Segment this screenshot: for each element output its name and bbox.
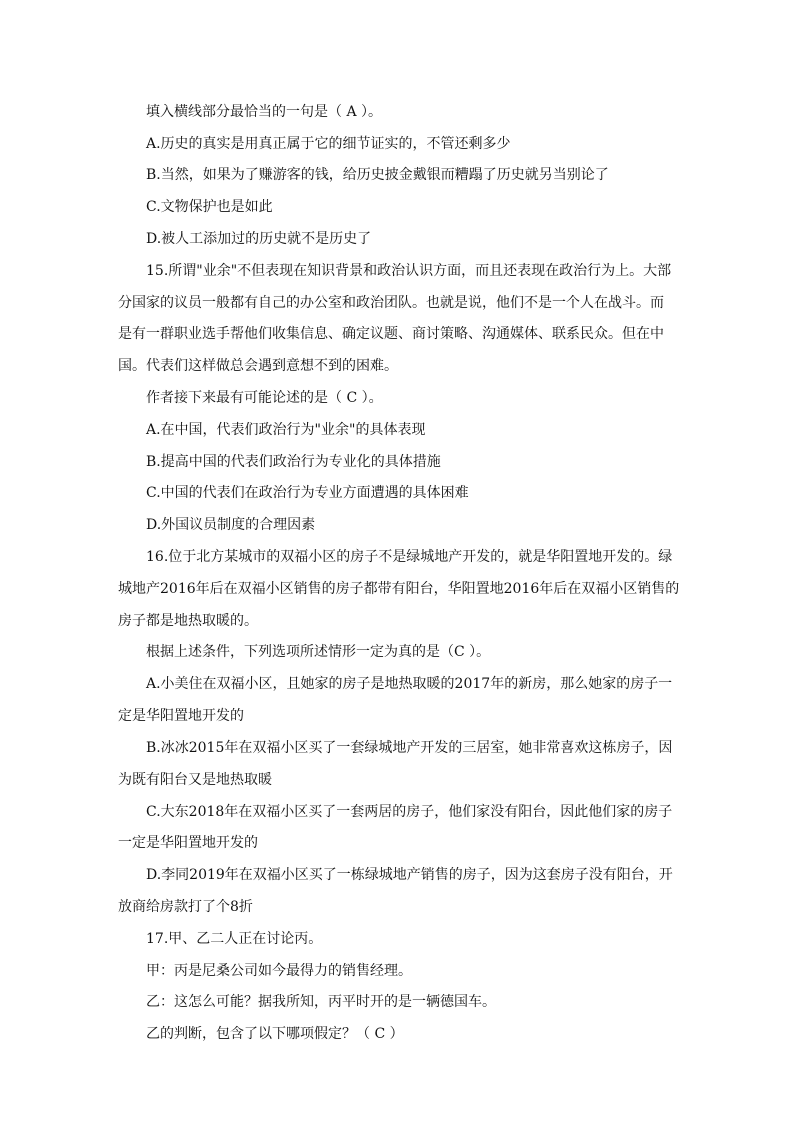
question-15-text: 分国家的议员一般都有自己的办公室和政治团队。也就是说，他们不是一个人在战斗。而 (118, 295, 664, 311)
option-d: D.李同2019年在双福小区买了一栋绿城地产销售的房子，因为这套房子没有阳台，开 (146, 867, 673, 883)
dialogue-line-yi: 乙：这怎么可能？据我所知，丙平时开的是一辆德国车。 (146, 994, 496, 1010)
question-15-text: 15.所谓"业余"不但表现在知识背景和政治认识方面，而且还表现在政治行为上。大部 (146, 263, 672, 279)
option-c: 一定是华阳置地开发的 (118, 835, 258, 851)
option-b: 为既有阳台又是地热取暖 (118, 772, 272, 788)
option-d: 放商给房款打了个8折 (118, 899, 253, 915)
option-a: A.小美住在双福小区，且她家的房子是地热取暖的2017年的新房，那么她家的房子一 (146, 676, 673, 692)
option-a: 定是华阳置地开发的 (118, 708, 244, 724)
option-c: C.中国的代表们在政治行为专业方面遭遇的具体困难 (146, 485, 469, 501)
question-16-text: 房子都是地热取暖的。 (118, 613, 258, 629)
question-prompt: 乙的判断，包含了以下哪项假定？（ C ） (146, 1026, 404, 1042)
option-b: B.冰冰2015年在双福小区买了一套绿城地产开发的三居室，她非常喜欢这栋房子，因 (146, 740, 673, 756)
question-17-text: 17.甲、乙二人正在讨论丙。 (146, 931, 323, 947)
question-15-text: 国。代表们这样做总会遇到意想不到的困难。 (118, 358, 398, 374)
option-c: C.文物保护也是如此 (146, 199, 273, 215)
question-prompt: 根据上述条件，下列选项所述情形一定为真的是（C ）。 (146, 644, 491, 660)
option-d: D.外国议员制度的合理因素 (146, 517, 316, 533)
dialogue-line-jia: 甲：丙是尼桑公司如今最得力的销售经理。 (146, 963, 412, 979)
question-prompt: 作者接下来最有可能论述的是（ C ）。 (146, 390, 383, 406)
option-a: A.在中国，代表们政治行为"业余"的具体表现 (146, 422, 426, 438)
option-c: C.大东2018年在双福小区买了一套两居的房子，他们家没有阳台，因此他们家的房子 (146, 804, 673, 820)
option-d: D.被人工添加过的历史就不是历史了 (146, 231, 372, 247)
question-16-text: 城地产2016年后在双福小区销售的房子都带有阳台，华阳置地2016年后在双福小区销售的 (118, 581, 680, 597)
option-b: B.提高中国的代表们政治行为专业化的具体措施 (146, 454, 441, 470)
question-16-text: 16.位于北方某城市的双福小区的房子不是绿城地产开发的，就是华阳置地开发的。绿 (146, 549, 673, 565)
question-15-text: 是有一群职业选手帮他们收集信息、确定议题、商讨策略、沟通媒体、联系民众。但在中 (118, 326, 664, 342)
question-prompt: 填入横线部分最恰当的一句是（ A ）。 (146, 104, 383, 120)
option-b: B.当然，如果为了赚游客的钱，给历史披金戴银而糟蹋了历史就另当别论了 (146, 167, 609, 183)
option-a: A.历史的真实是用真正属于它的细节证实的，不管还剩多少 (146, 136, 511, 152)
